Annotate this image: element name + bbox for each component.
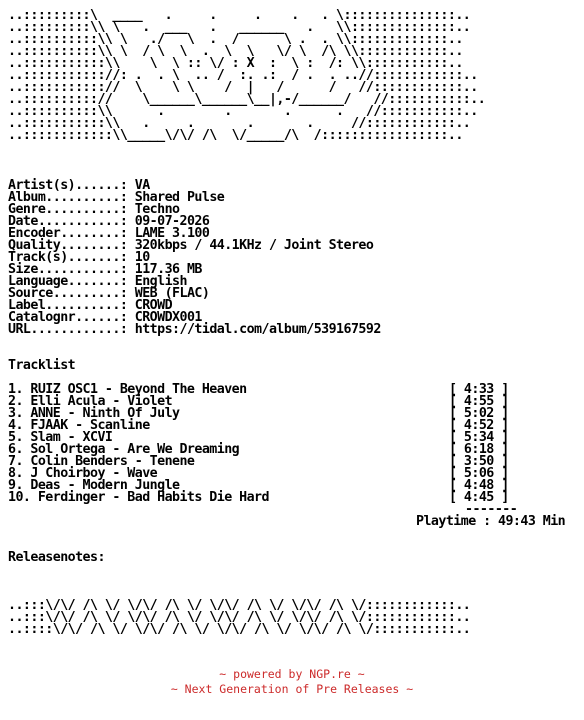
logo-line: ..::::::::::::\\_____\/\/ /\ \/_____/\ /:::::::::::::::::.. bbox=[8, 128, 463, 143]
info-value: CROWD bbox=[134, 298, 173, 313]
info-value: LAME 3.100 bbox=[134, 226, 210, 241]
track-time: [ 4:48 ] bbox=[449, 478, 509, 493]
info-label: Catalognr......: bbox=[8, 310, 128, 325]
releasenotes-heading: Releasenotes: bbox=[8, 550, 105, 565]
info-label: Artist(s)......: bbox=[8, 178, 128, 193]
playtime: Playtime : 49:43 Min bbox=[416, 514, 566, 529]
info-value: 10 bbox=[134, 250, 150, 265]
info-label: Quality........: bbox=[8, 238, 128, 253]
track-time: [ 4:55 ] bbox=[449, 394, 509, 409]
info-label: Language.......: bbox=[8, 274, 128, 289]
track-time: [ 4:52 ] bbox=[449, 418, 509, 433]
info-value: CROWDX001 bbox=[134, 310, 202, 325]
track-time: [ 6:18 ] bbox=[449, 442, 509, 457]
logo-line: ..::::::::::\\ . . . . //:::::::::::.. bbox=[8, 104, 478, 119]
bottom-border-line: ..:::\/\/ /\ \/ \/\/ /\ \/ \/\/ /\ \/ \/\/ /\ \/::::::::::::.. bbox=[8, 610, 471, 625]
info-label: Date...........: bbox=[8, 214, 128, 229]
info-label: Track(s).......: bbox=[8, 250, 128, 265]
bottom-border-line: ..:::\/\/ /\ \/ \/\/ /\ \/ \/\/ /\ \/ \/\/ /\ \/::::::::::::.. bbox=[8, 598, 471, 613]
track-title: 10. Ferdinger - Bad Habits Die Hard bbox=[8, 490, 269, 505]
info-value: Shared Pulse bbox=[134, 190, 225, 205]
info-value: English bbox=[134, 274, 187, 289]
footer-powered-by: ~ powered by NGP.re ~ bbox=[219, 667, 365, 681]
info-label: Encoder........: bbox=[8, 226, 128, 241]
logo-line: ..::::::::::\\ \ / \ \ . \ \ \/ \ /\ \\::::::::::::.. bbox=[8, 44, 463, 59]
info-label: Source.........: bbox=[8, 286, 128, 301]
track-title: 9. Deas - Modern Jungle bbox=[8, 478, 180, 493]
track-title: 3. ANNE - Ninth Of July bbox=[8, 406, 180, 421]
track-title: 5. Slam - XCVI bbox=[8, 430, 113, 445]
track-title: 1. RUIZ OSC1 - Beyond The Heaven bbox=[8, 382, 247, 397]
logo-line: ..:::::::::::\\ . . . . //::::::::::::.. bbox=[8, 116, 471, 131]
logo-line: ..::::::::::://: . . \ .. / :. .: / . . ..//::::::::::::.. bbox=[8, 68, 478, 83]
track-title: 8. J Choirboy - Wave bbox=[8, 466, 158, 481]
info-label: Label..........: bbox=[8, 298, 128, 313]
info-value: 117.36 MB bbox=[134, 262, 202, 277]
info-row bbox=[8, 324, 381, 336]
track-time: [ 5:06 ] bbox=[449, 466, 509, 481]
track-time: [ 5:02 ] bbox=[449, 406, 509, 421]
logo-line: ..:::::::::\\ \ . ___ . ______ . \\::::::::::::::.. bbox=[8, 20, 471, 35]
track-time: [ 4:33 ] bbox=[449, 382, 509, 397]
info-value: 09-07-2026 bbox=[134, 214, 210, 229]
track-title: 6. Sol Ortega - Are We Dreaming bbox=[8, 442, 240, 457]
logo-line: ..:::::::::\ ____ . . . . . \:::::::::::::::.. bbox=[8, 8, 471, 23]
info-value: WEB (FLAC) bbox=[134, 286, 210, 301]
info-label: Album..........: bbox=[8, 190, 128, 205]
track-title: 7. Colin Benders - Tenene bbox=[8, 454, 195, 469]
info-label: Size...........: bbox=[8, 262, 128, 277]
track-title: 2. Elli Acula - Violet bbox=[8, 394, 173, 409]
info-label: Genre..........: bbox=[8, 202, 128, 217]
playtime-rule: ------- bbox=[465, 502, 518, 517]
track-title: 4. FJAAK - Scanline bbox=[8, 418, 150, 433]
info-value: 320kbps / 44.1KHz / Joint Stereo bbox=[134, 238, 374, 253]
logo-line: ..::::::::::\\ \ ./ \ . / \ . . \\:::::::::::::.. bbox=[8, 32, 463, 47]
track-time: [ 3:50 ] bbox=[449, 454, 509, 469]
logo-line: ..::::::::::// \______\______\__|,-/______/ //:::::::::::.. bbox=[8, 92, 486, 107]
info-label: URL............: bbox=[8, 322, 128, 337]
track-time: [ 5:34 ] bbox=[449, 430, 509, 445]
info-value: Techno bbox=[134, 202, 180, 217]
track-time: [ 4:45 ] bbox=[449, 490, 509, 505]
info-value: VA bbox=[134, 178, 150, 193]
footer-tagline: ~ Next Generation of Pre Releases ~ bbox=[170, 682, 414, 696]
tracklist-heading: Tracklist bbox=[8, 358, 76, 373]
bottom-border-line: ..::::\/\/ /\ \/ \/\/ /\ \/ \/\/ /\ \/ \/\/ /\ \/:::::::::::.. bbox=[8, 622, 471, 637]
logo-line: ..:::::::::::\\ \ \ :: \/ : X : \ : /: \\:::::::::::.. bbox=[8, 56, 463, 71]
info-value: https://tidal.com/album/539167592 bbox=[134, 322, 381, 337]
logo-line: ..:::::::::::// \ \ \ / | / / //::::::::::::.. bbox=[8, 80, 478, 95]
